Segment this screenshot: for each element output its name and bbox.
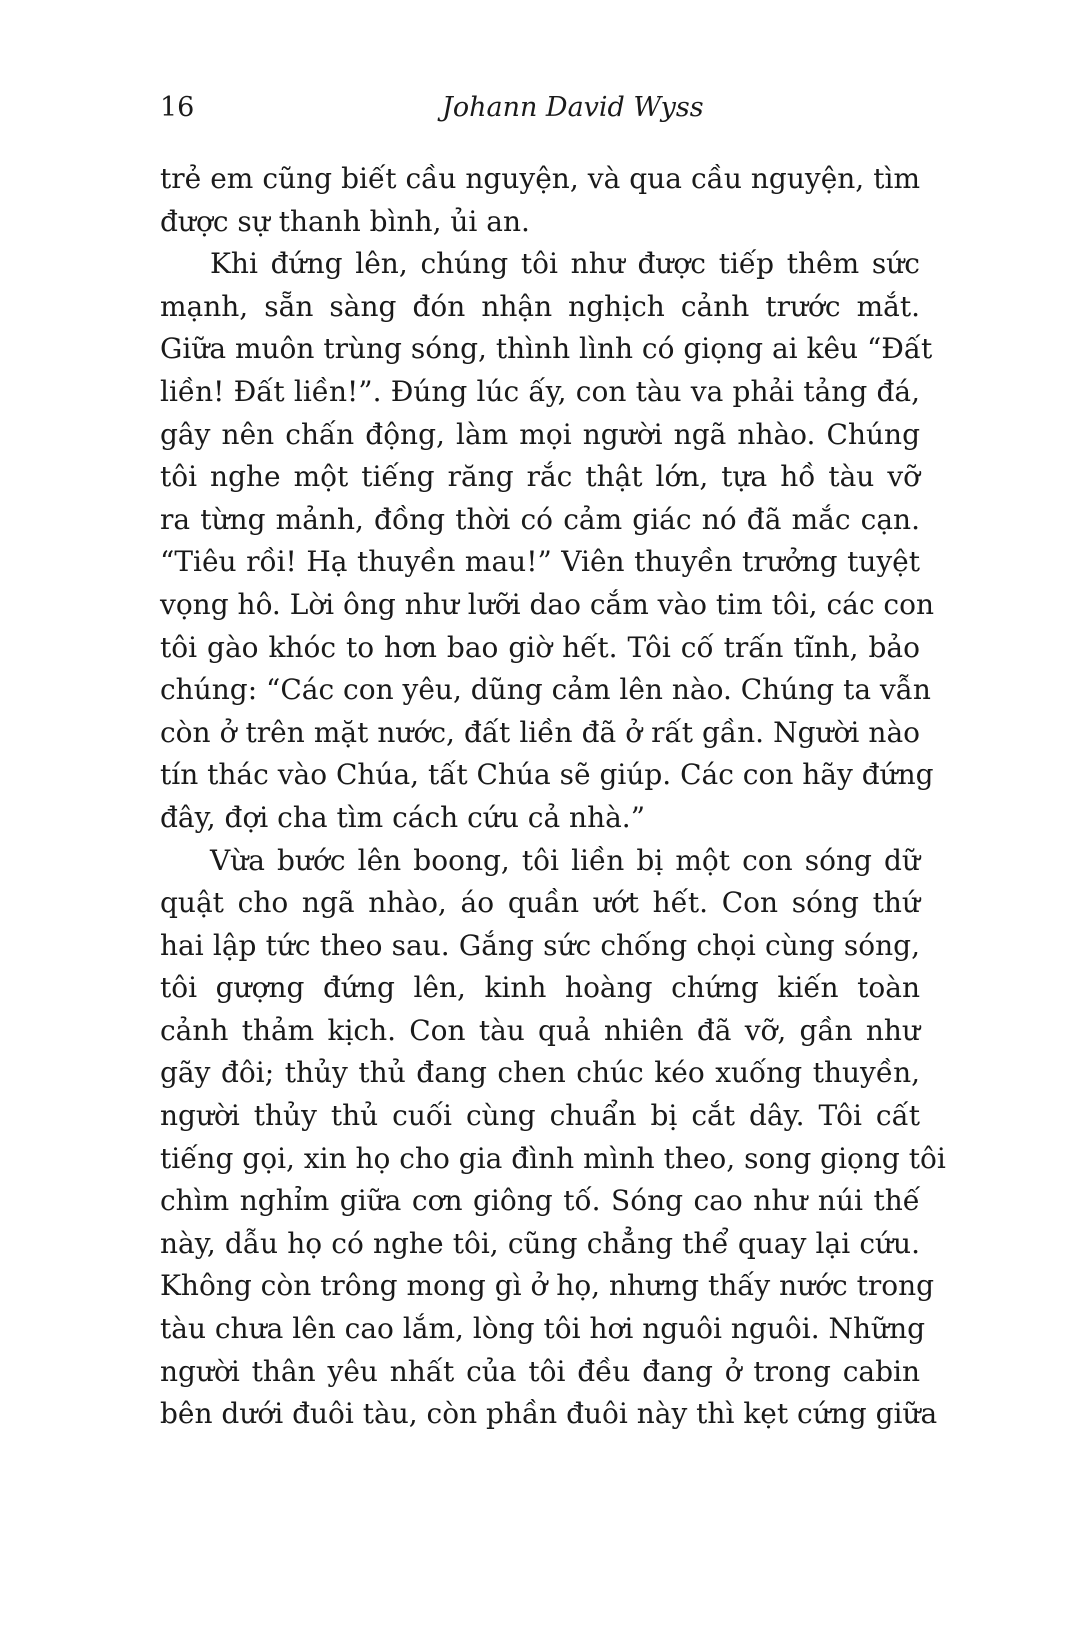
text-line: bên dưới đuôi tàu, còn phần đuôi này thì kẹt cứng giữa — [160, 1397, 938, 1431]
text-line: Không còn trông mong gì ở họ, nhưng thấy nước trong — [160, 1269, 935, 1303]
text-line: tàu chưa lên cao lắm, lòng tôi hơi nguôi nguôi. Những — [160, 1312, 926, 1346]
text-line: “Tiêu rồi! Hạ thuyền mau!” Viên thuyền trưởng tuyệt — [160, 545, 920, 579]
book-author: Johann David Wyss — [442, 92, 704, 123]
text-line: gãy đôi; thủy thủ đang chen chúc kéo xuống thuyền, — [160, 1056, 920, 1090]
text-line: mạnh, sẵn sàng đón nhận nghịch cảnh trước mắt. — [160, 289, 920, 323]
text-line: trẻ em cũng biết cầu nguyện, và qua cầu nguyện, tìm — [160, 162, 920, 195]
text-line: Giữa muôn trùng sóng, thình lình có giọng ai kêu “Đất — [160, 332, 933, 366]
text-line: tôi nghe một tiếng răng rắc thật lớn, tựa hồ tàu vỡ — [160, 460, 920, 494]
text-line: gây nên chấn động, làm mọi người ngã nhào. Chúng — [160, 417, 920, 451]
text-line: chìm nghỉm giữa cơn giông tố. Sóng cao như núi thế — [160, 1184, 920, 1218]
text-line: tiếng gọi, xin họ cho gia đình mình theo, song giọng tôi — [160, 1141, 946, 1175]
text-line: chúng: “Các con yêu, dũng cảm lên nào. Chúng ta vẫn — [160, 673, 931, 707]
text-line: đây, đợi cha tìm cách cứu cả nhà.” — [160, 800, 646, 834]
text-line: này, dẫu họ có nghe tôi, cũng chẳng thể quay lại cứu. — [160, 1226, 920, 1260]
text-line: Khi đứng lên, chúng tôi như được tiếp thêm sức — [210, 247, 920, 281]
paragraph — [160, 243, 934, 839]
text-line: tôi gào khóc to hơn bao giờ hết. Tôi cố trấn tĩnh, bảo — [160, 630, 920, 664]
text-line: người thân yêu nhất của tôi đều đang ở trong cabin — [160, 1354, 920, 1388]
paragraph — [160, 840, 946, 1436]
text-line: còn ở trên mặt nước, đất liền đã ở rất gần. Người nào — [160, 715, 920, 749]
text-line: ra từng mảnh, đồng thời có cảm giác nó đã mắc cạn. — [160, 502, 920, 536]
paragraph — [160, 158, 920, 243]
text-line: liền! Đất liền!”. Đúng lúc ấy, con tàu va phải tảng đá, — [160, 374, 920, 408]
page-number: 16 — [160, 92, 195, 123]
running-head — [160, 88, 920, 128]
text-line: hai lập tức theo sau. Gắng sức chống chọi cùng sóng, — [160, 928, 920, 962]
text-line: được sự thanh bình, ủi an. — [160, 204, 530, 238]
body-text — [160, 158, 946, 1436]
text-line: Vừa bước lên boong, tôi liền bị một con sóng dữ — [210, 843, 920, 877]
text-line: vọng hô. Lời ông như lưỡi dao cắm vào tim tôi, các con — [160, 587, 934, 621]
text-line: tín thác vào Chúa, tất Chúa sẽ giúp. Các con hãy đứng — [160, 758, 934, 792]
text-line: tôi gượng đứng lên, kinh hoàng chứng kiến toàn — [160, 971, 920, 1005]
text-line: cảnh thảm kịch. Con tàu quả nhiên đã vỡ, gần như — [160, 1013, 920, 1047]
text-line: quật cho ngã nhào, áo quần ướt hết. Con sóng thứ — [160, 886, 920, 920]
text-line: người thủy thủ cuối cùng chuẩn bị cắt dây. Tôi cất — [160, 1099, 920, 1133]
